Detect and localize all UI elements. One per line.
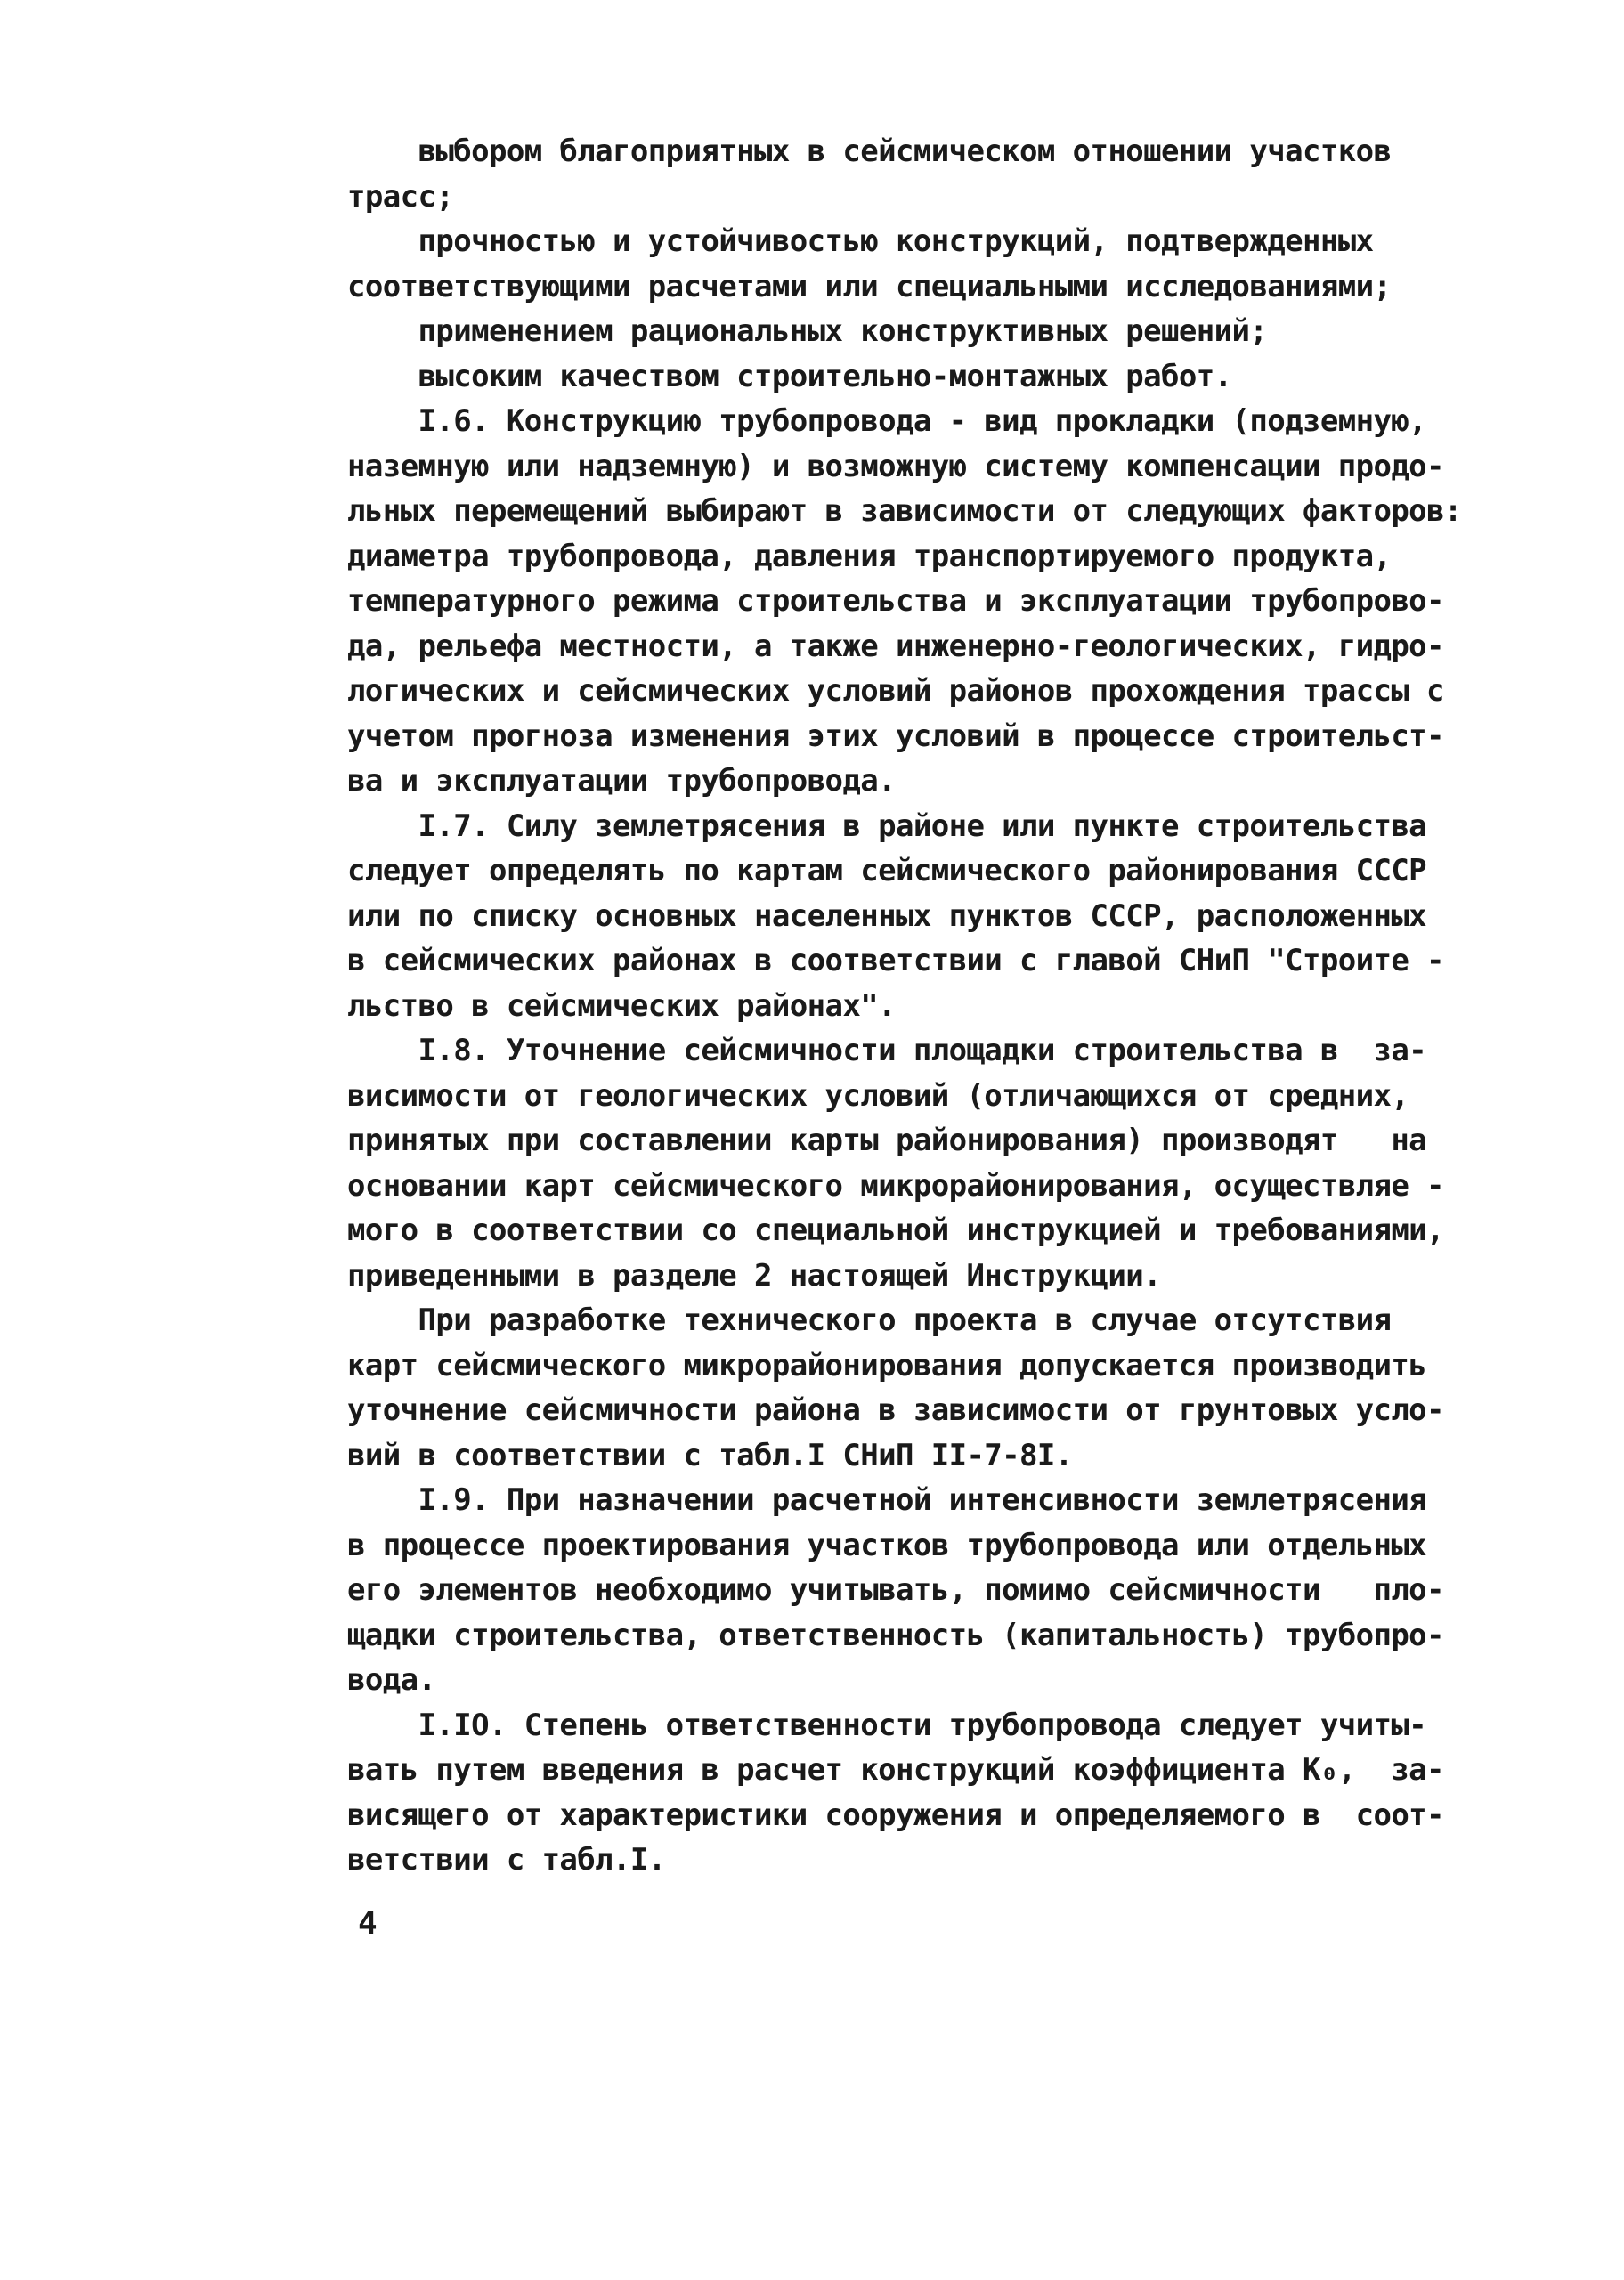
text-line: I.8. Уточнение сейсмичности площадки строительства в за- (347, 1033, 1427, 1068)
text-line: висимости от геологических условий (отличающихся от средних, (347, 1077, 1409, 1114)
text-line: высоким качеством строительно-монтажных работ. (347, 358, 1232, 394)
text-line: ветствии с табл.I. (347, 1842, 666, 1878)
text-line: трасс; (347, 178, 454, 215)
text-line: льных перемещений выбирают в зависимости от следующих факторов: (347, 493, 1462, 529)
text-line: да, рельефа местности, а также инженерно-геологических, гидро- (347, 628, 1444, 664)
text-line: температурного режима строительства и эксплуатации трубопрово- (347, 583, 1444, 619)
text-line: соответствующими расчетами или специальными исследованиями; (347, 268, 1392, 304)
text-line: щадки строительства, ответственность (капитальность) трубопро- (347, 1617, 1444, 1653)
body-text (347, 129, 1505, 1883)
text-line: в процессе проектирования участков трубопровода или отдельных (347, 1527, 1427, 1563)
text-line: I.6. Конструкцию трубопровода - вид прокладки (подземную, (347, 403, 1427, 439)
text-line: учетом прогноза изменения этих условий в процессе строительст- (347, 718, 1444, 754)
text-line: вать путем введения в расчет конструкций коэффициента K₀, за- (347, 1752, 1444, 1788)
text-line: или по списку основных населенных пунктов СССР, расположенных (347, 897, 1427, 934)
text-line: I.7. Силу землетрясения в районе или пункте строительства (347, 807, 1427, 844)
text-line: его элементов необходимо учитывать, помимо сейсмичности пло- (347, 1572, 1444, 1608)
text-line: мого в соответствии со специальной инструкцией и требованиями, (347, 1213, 1444, 1248)
text-line: При разработке технического проекта в случае отсутствия (347, 1302, 1392, 1338)
text-line: выбором благоприятных в сейсмическом отношении участков (347, 134, 1392, 169)
text-line: применением рациональных конструктивных решений; (347, 313, 1268, 349)
text-line: наземную или надземную) и возможную систему компенсации продо- (347, 448, 1444, 484)
page-number: 4 (358, 1905, 378, 1942)
text-line: вода. (347, 1662, 436, 1698)
text-line: льство в сейсмических районах". (347, 987, 896, 1024)
text-line: принятых при составлении карты районирования) производят на (347, 1123, 1427, 1158)
text-line: вий в соответствии с табл.I СНиП II-7-8I. (347, 1437, 1073, 1473)
text-line: следует определять по картам сейсмического районирования СССР (347, 853, 1427, 888)
text-line: уточнение сейсмичности района в зависимости от грунтовых усло- (347, 1392, 1444, 1428)
text-line: приведенными в разделе 2 настоящей Инструкции. (347, 1257, 1162, 1294)
text-line: в сейсмических районах в соответствии с главой СНиП "Строите - (347, 943, 1444, 978)
text-line: I.9. При назначении расчетной интенсивности землетрясения (347, 1482, 1427, 1518)
text-line: карт сейсмического микрорайонирования допускается производить (347, 1347, 1427, 1383)
text-line: логических и сейсмических условий районов прохождения трассы с (347, 673, 1444, 709)
text-line: висящего от характеристики сооружения и определяемого в соот- (347, 1797, 1444, 1833)
text-line: основании карт сейсмического микрорайонирования, осуществляе - (347, 1167, 1444, 1204)
text-line: ва и эксплуатации трубопровода. (347, 763, 896, 799)
text-line: прочностью и устойчивостью конструкций, подтвержденных (347, 223, 1374, 259)
text-line: диаметра трубопровода, давления транспортируемого продукта, (347, 538, 1392, 574)
text-line: I.IO. Степень ответственности трубопровода следует учиты- (347, 1707, 1427, 1743)
